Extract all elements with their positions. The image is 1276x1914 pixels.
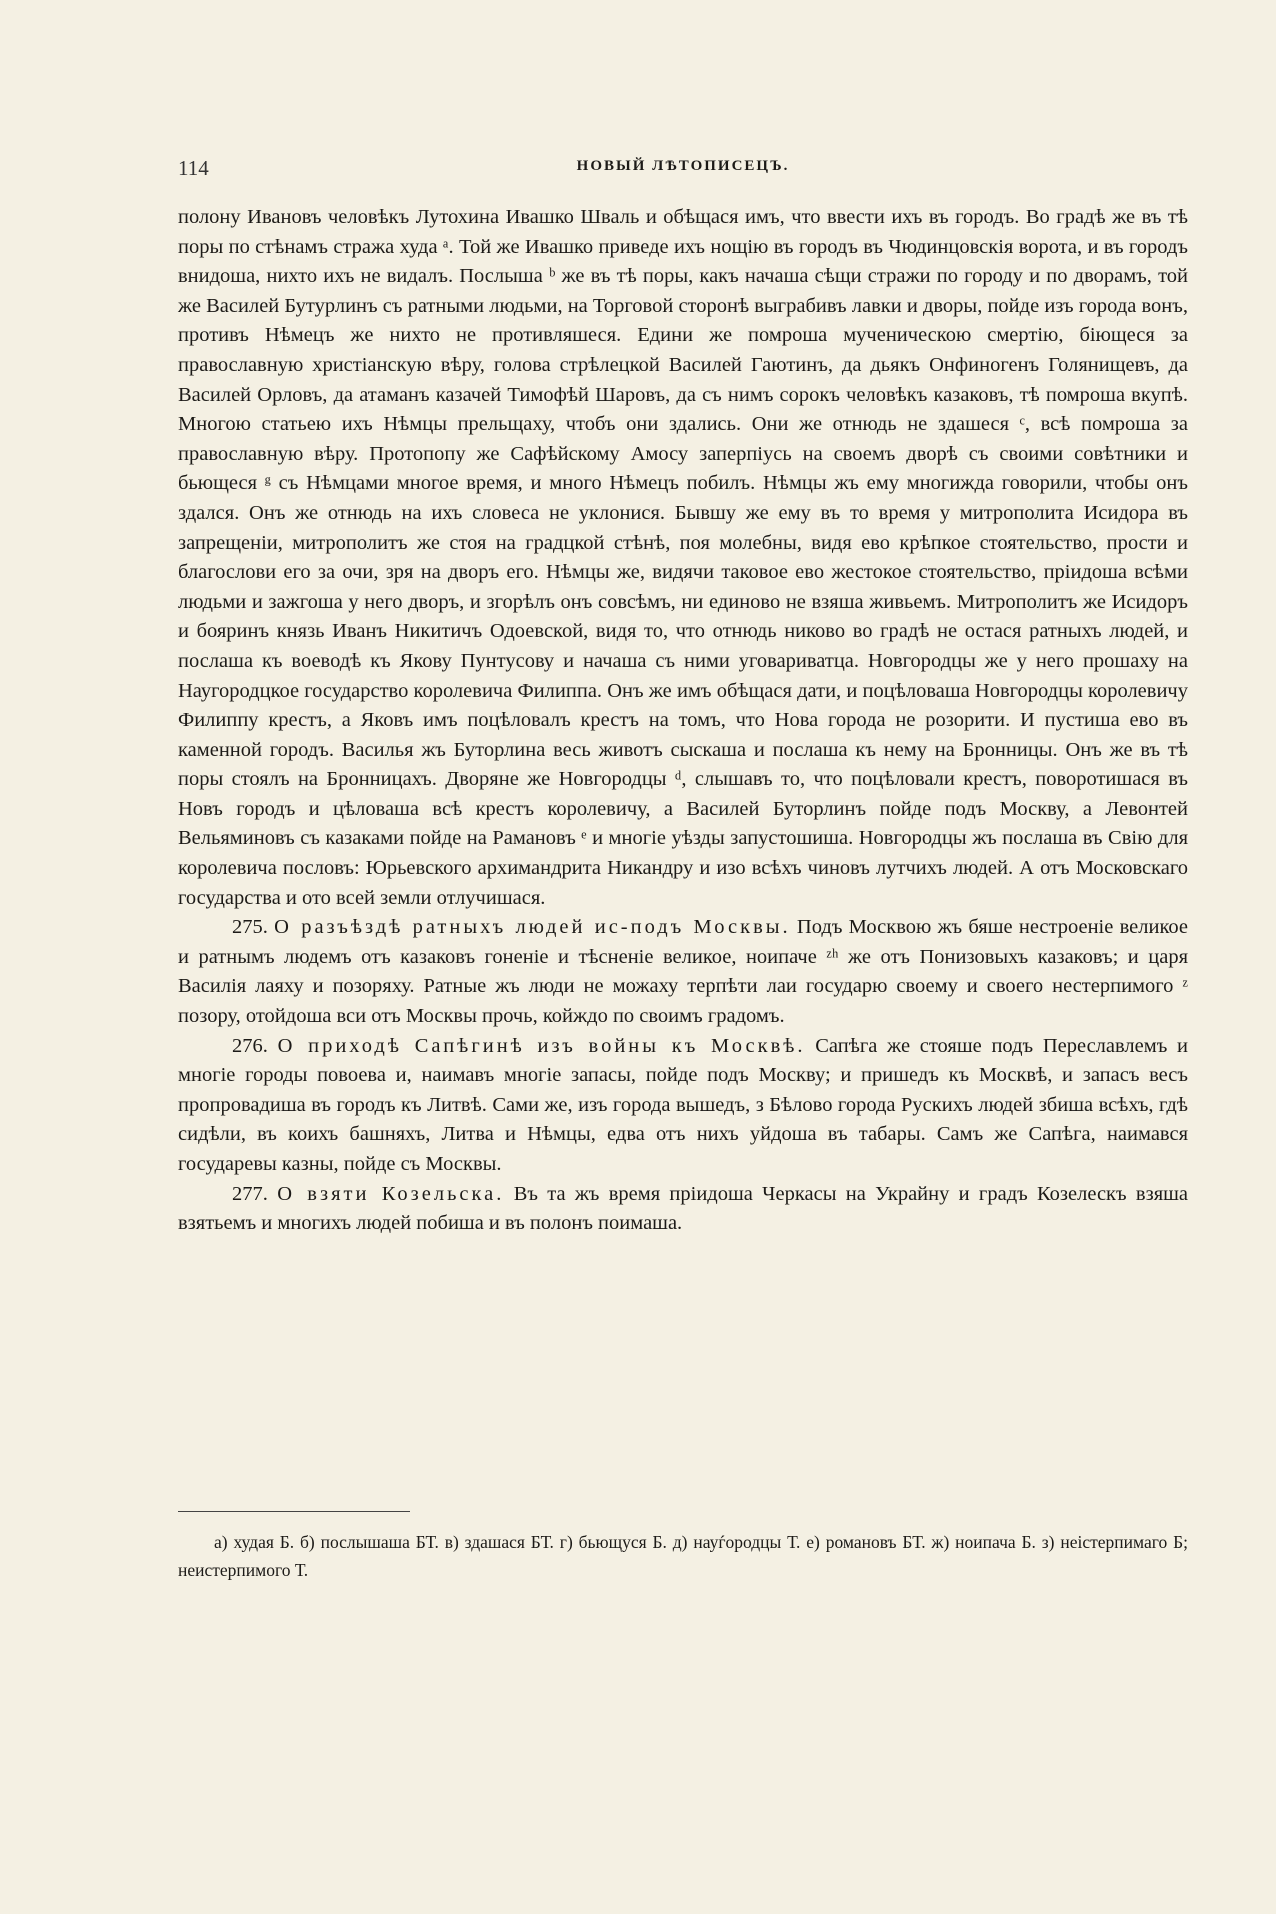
section-number: 277.: [232, 1182, 268, 1205]
footnotes: а) худая Б. б) послышаша БТ. в) здашася БТ. г) бьющуся Б. д) науѓородцы Т. е) романовъ БТ. ж) ноипача Б. з) неістерпимаго Б; неистерпимого Т.: [178, 1532, 1188, 1580]
section-text: Подъ Москвою жъ бяше нестроеніе великое и ратнымъ людемъ отъ казаковъ гоненіе и тѣсненіе великое, ноипаче ᶻʰ же отъ Понизовыхъ казаковъ; и царя Василія лаяху и позоряху. Ратные жъ люди не можаху терпѣти лаи государю своему и своего нестерпимого ᶻ позору, отойдоша вси отъ Москвы прочь, койждо по своимъ градомъ.: [178, 916, 1188, 1028]
section-text: Сапѣга же стояше подъ Переславлемъ и многіе городы повоева и, наимавъ многіе запасы, пойде подъ Москву; и пришедъ къ Москвѣ, и запасъ весъ пропровадиша въ городъ къ Литвѣ. Сами же, изъ города вышедъ, з Бѣлово города Рускихъ людей збиша всѣхъ, гдѣ сидѣли, въ коихъ башняхъ, Литва и Нѣмцы, едва отъ нихъ уйдоша въ табары. Самъ же Сапѣга, наимався государевы казны, пойде съ Москвы.: [178, 1034, 1189, 1175]
section-title: О приходѣ Сапѣгинѣ изъ войны къ Москвѣ.: [277, 1034, 806, 1057]
section-275: [178, 913, 1188, 1031]
section-number: 276.: [232, 1034, 268, 1057]
section-number: 275.: [232, 916, 268, 939]
section-277: [178, 1180, 1188, 1239]
section-276: [178, 1032, 1188, 1180]
section-title: О разъѣздѣ ратныхъ людей ис-подъ Москвы.: [274, 916, 791, 939]
page-number: 114: [178, 156, 209, 180]
paragraph-continued: полону Ивановъ человѣкъ Лутохина Ивашко Шваль и обѣщася имъ, что ввести ихъ въ городъ. Во градѣ же въ тѣ поры по стѣнамъ стража худа ᵃ. Той же Ивашко приведе ихъ нощію въ городъ въ Чюдинцовскія ворота, и въ городъ внидоша, нихто ихъ не видалъ. Послыша ᵇ же въ тѣ поры, какъ начаша сѣщи стражи по городу и по дворамъ, той же Василей Бутурлинъ съ ратными людьми, на Торговой сторонѣ выграбивъ лавки и дворы, пойде изъ города вонъ, противъ Нѣмецъ же нихто не противляшеся. Едини же помроша мученическою смертію, біющеся за православную христіанскую вѣру, голова стрѣлецкой Василей Гаютинъ, да дьякъ Онфиногенъ Голянищевъ, да Василей Орловъ, да атаманъ казачей Тимофѣй Шаровъ, да съ нимъ сорокъ человѣкъ казаковъ, тѣ помроша вкупѣ. Многою статьею ихъ Нѣмцы прельщаху, чтобъ они здались. Они же отнюдь не здашеся ᶜ, всѣ помроша за православную вѣру. Протопопу же Сафѣйскому Амосу заперпіусь на своемъ дворѣ съ своими совѣтники и бьющеся ᵍ съ Нѣмцами многое время, и много Нѣмецъ побилъ. Нѣмцы жъ ему многижда говорили, чтобы онъ здался. Онъ же отнюдь на ихъ словеса не уклонися. Бывшу же ему въ то время у митрополита Исидора въ запрещеніи, митрополитъ же стоя на градцкой стѣнѣ, поя молебны, видя ево крѣпкое стоятельство, прости и благослови его за очи, зря на дворъ его. Нѣмцы же, видячи таковое ево жестокое стоятельство, пріидоша всѣми людьми и зажгоша у него дворъ, и згорѣлъ онъ совсѣмъ, ни единово не взяша живьемъ. Митрополитъ же Исидоръ и бояринъ князь Иванъ Никитичъ Одоевской, видя то, что отнюдь никово во градѣ не остася ратныхъ людей, и послаша къ воеводѣ къ Якову Пунтусову и начаша съ ними уговариватца. Новгородцы же у него прошаху на Наугородцкое государство королевича Филиппа. Онъ же имъ обѣщася дати, и поцѣловаша Новгородцы королевичу Филиппу крестъ, а Яковъ имъ поцѣловалъ крестъ на томъ, что Нова города не розорити. И пустиша ево въ каменной городъ. Василья жъ Буторлина весь животъ сыскаша и послаша къ нему на Бронницы. Онъ же въ тѣ поры стоялъ на Бронницахъ. Дворяне же Новгородцы ᵈ, слышавъ то, что поцѣловали крестъ, поворотишася въ Новъ городъ и цѣловаша всѣ крестъ королевичу, а Василей Буторлинъ пойде подъ Москву, а Левонтей Вельяминовъ съ казаками пойде на Рамановъ ᵉ и многіе уѣзды запустошиша. Новгородцы жъ послаша въ Свію для королевича пословъ: Юрьевского архимандрита Никандру и изо всѣхъ чиновъ лутчихъ людей. А отъ Московскаго государства и ото всей земли отлучишася.: [178, 206, 1188, 909]
main-text: [178, 203, 1188, 1239]
section-title: О взяти Козельска.: [277, 1182, 505, 1205]
section-text: Въ та жъ время пріидоша Черкасы на Украйну и градъ Козелескъ взяша взятьемъ и многихъ людей побиша и въ полонъ поимаша.: [178, 1182, 1189, 1235]
running-head: [178, 156, 1188, 186]
footnote-divider: [178, 1511, 410, 1512]
running-title: НОВЫЙ ЛѢТОПИСЕЦЪ.: [576, 158, 790, 174]
